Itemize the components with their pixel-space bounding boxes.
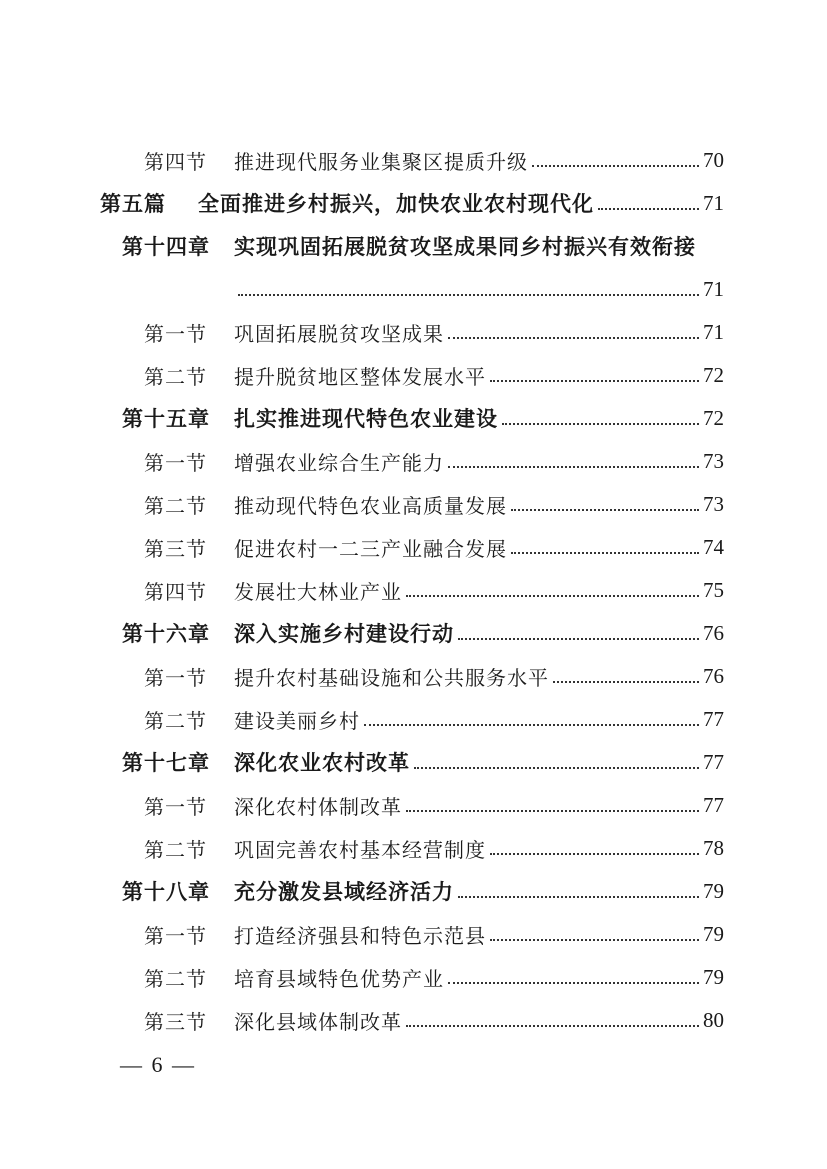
dot-leader — [448, 466, 699, 468]
toc-page-number: 80 — [703, 1007, 724, 1032]
dot-leader — [238, 294, 699, 296]
toc-entry-section[interactable] — [0, 142, 827, 178]
dot-leader — [414, 767, 699, 769]
toc-entry-title: 提升农村基础设施和公共服务水平 — [234, 665, 549, 690]
dot-leader — [364, 724, 699, 726]
toc-entry-label: 第十七章 — [122, 751, 210, 775]
toc-page-number: 73 — [703, 448, 724, 473]
dot-leader — [458, 896, 699, 898]
toc-entry-title: 推进现代服务业集聚区提质升级 — [234, 149, 528, 174]
toc-entry-title: 提升脱贫地区整体发展水平 — [234, 364, 486, 389]
toc-page-number: 74 — [703, 534, 724, 559]
toc-entry-label: 第二节 — [144, 837, 207, 862]
toc-entry-chapter[interactable] — [0, 873, 827, 909]
toc-entry-label: 第三节 — [144, 1009, 207, 1034]
toc-page-number: 71 — [703, 319, 724, 344]
toc-page-number: 71 — [703, 190, 724, 215]
toc-entry-label: 第十六章 — [122, 622, 210, 646]
dot-leader — [511, 552, 699, 554]
toc-entry-label: 第十八章 — [122, 880, 210, 904]
dot-leader — [490, 853, 699, 855]
dot-leader — [406, 595, 699, 597]
toc-entry-section[interactable] — [0, 959, 827, 995]
toc-entry-label: 第四节 — [144, 149, 207, 174]
toc-entry-section[interactable] — [0, 314, 827, 350]
dot-leader — [502, 423, 699, 425]
toc-entry-label: 第一节 — [144, 923, 207, 948]
toc-page-number: 73 — [703, 491, 724, 516]
dot-leader — [598, 208, 699, 210]
toc-entry-title: 深化农村体制改革 — [234, 794, 402, 819]
toc-entry-title: 巩固完善农村基本经营制度 — [234, 837, 486, 862]
toc-entry-title: 深化农业农村改革 — [234, 751, 410, 775]
toc-entry-section[interactable] — [0, 486, 827, 522]
toc-part-label: 第五篇 — [100, 191, 166, 216]
dot-leader — [406, 810, 699, 812]
toc-entry-section[interactable] — [0, 916, 827, 952]
dot-leader — [532, 165, 699, 167]
toc-entry-chapter[interactable] — [0, 615, 827, 651]
toc-page-number: 75 — [703, 577, 724, 602]
toc-page-number: 77 — [703, 706, 724, 731]
dot-leader — [448, 982, 699, 984]
toc-entry-title: 实现巩固拓展脱贫攻坚成果同乡村振兴有效衔接 — [234, 235, 696, 259]
toc-entry-chapter[interactable] — [0, 744, 827, 780]
toc-entry-label: 第一节 — [144, 794, 207, 819]
toc-entry-label: 第二节 — [144, 708, 207, 733]
toc-page-number: 79 — [703, 921, 724, 946]
dot-leader — [490, 939, 699, 941]
toc-entry-label: 第二节 — [144, 493, 207, 518]
toc-entry-title: 发展壮大林业产业 — [234, 579, 402, 604]
toc-entry-title: 促进农村一二三产业融合发展 — [234, 536, 507, 561]
toc-page-number: 78 — [703, 835, 724, 860]
toc-page-number: 76 — [703, 620, 724, 645]
toc-entry-title: 增强农业综合生产能力 — [234, 450, 444, 475]
toc-page-number: 77 — [703, 749, 724, 774]
dot-leader — [406, 1025, 699, 1027]
toc-entry-section[interactable] — [0, 357, 827, 393]
toc-entry-label: 第十四章 — [122, 235, 210, 259]
toc-entry-cont[interactable] — [0, 271, 827, 307]
toc-entry-section[interactable] — [0, 1002, 827, 1038]
toc-page-number: 77 — [703, 792, 724, 817]
toc-entry-section[interactable] — [0, 572, 827, 608]
toc-entry-section[interactable] — [0, 701, 827, 737]
toc-entry-section[interactable] — [0, 787, 827, 823]
toc-entry-title: 充分激发县域经济活力 — [234, 880, 454, 904]
toc-entry-section[interactable] — [0, 529, 827, 565]
dot-leader — [511, 509, 699, 511]
toc-entry-title: 培育县域特色优势产业 — [234, 966, 444, 991]
toc-entry-section[interactable] — [0, 443, 827, 479]
toc-entry-part[interactable] — [0, 185, 827, 221]
toc-entry-section[interactable] — [0, 830, 827, 866]
toc-entry-label: 第四节 — [144, 579, 207, 604]
dot-leader — [448, 337, 699, 339]
toc-page-number: 70 — [703, 147, 724, 172]
toc-entry-label: 第三节 — [144, 536, 207, 561]
toc-page-number: 79 — [703, 964, 724, 989]
toc-entry-label: 第二节 — [144, 966, 207, 991]
page-number-footer: — 6 — — [120, 1052, 196, 1077]
toc-page-number: 72 — [703, 405, 724, 430]
toc-entry-title: 全面推进乡村振兴，加快农业农村现代化 — [198, 191, 594, 216]
toc-entry-title: 建设美丽乡村 — [234, 708, 360, 733]
toc-entry-label: 第十五章 — [122, 407, 210, 431]
toc-page-number: 72 — [703, 362, 724, 387]
toc-entry-label: 第二节 — [144, 364, 207, 389]
dot-leader — [458, 638, 699, 640]
dot-leader — [553, 681, 699, 683]
toc-entry-label: 第一节 — [144, 665, 207, 690]
toc-page-number: 76 — [703, 663, 724, 688]
toc-entry-label: 第一节 — [144, 321, 207, 346]
toc-entry-title: 扎实推进现代特色农业建设 — [234, 407, 498, 431]
toc-page-number: 71 — [703, 276, 724, 301]
toc-entry-chapter[interactable] — [0, 400, 827, 436]
toc-entry-section[interactable] — [0, 658, 827, 694]
toc-entry-title: 深入实施乡村建设行动 — [234, 622, 454, 646]
toc-entry-chapter[interactable] — [0, 228, 827, 264]
toc-entry-title: 巩固拓展脱贫攻坚成果 — [234, 321, 444, 346]
toc-page-number: 79 — [703, 878, 724, 903]
dot-leader — [490, 380, 699, 382]
toc-entry-title: 深化县域体制改革 — [234, 1009, 402, 1034]
toc-entry-title: 推动现代特色农业高质量发展 — [234, 493, 507, 518]
toc-entry-label: 第一节 — [144, 450, 207, 475]
toc-entry-title: 打造经济强县和特色示范县 — [234, 923, 486, 948]
